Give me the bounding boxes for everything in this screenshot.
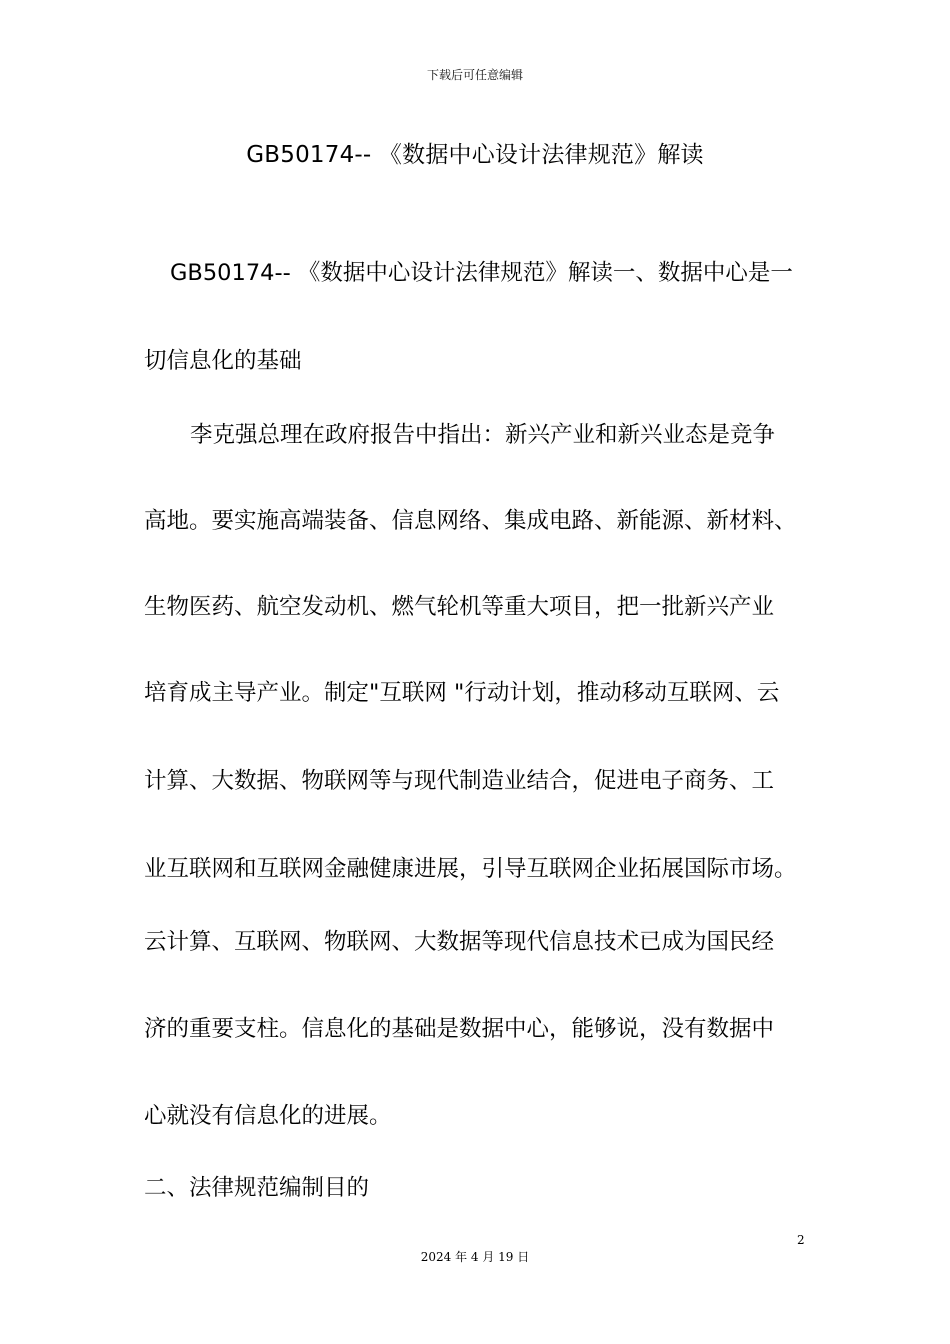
body-line: 李克强总理在政府报告中指出：新兴产业和新兴业态是竞争 [190,422,776,448]
footer-date: 2024 年 4 月 19 日 [420,1250,530,1264]
page-number: 2 [797,1233,805,1247]
page-header-note: 下载后可任意编辑 [426,68,523,82]
body-line: 生物医药、航空发动机、燃气轮机等重大项目，把一批新兴产业 [144,594,775,620]
body-line: 业互联网和互联网金融健康进展，引导互联网企业拓展国际市场。 [144,856,797,882]
body-line: 培育成主导产业。制定"互联网 "行动计划，推动移动互联网、云 [144,680,780,706]
body-line: GB50174-- 《数据中心设计法律规范》解读一、数据中心是一 [170,260,793,286]
section-heading: 二、法律规范编制目的 [144,1175,370,1201]
body-line: 济的重要支柱。信息化的基础是数据中心，能够说，没有数据中 [144,1016,775,1042]
document-title: GB50174-- 《数据中心设计法律规范》解读 [246,142,704,168]
body-line: 计算、大数据、物联网等与现代制造业结合，促进电子商务、工 [144,768,775,794]
body-line: 切信息化的基础 [144,348,302,374]
body-line: 云计算、互联网、物联网、大数据等现代信息技术已成为国民经 [144,929,775,955]
body-line: 心就没有信息化的进展。 [144,1103,392,1129]
body-line: 高地。要实施高端装备、信息网络、集成电路、新能源、新材料、 [144,508,797,534]
